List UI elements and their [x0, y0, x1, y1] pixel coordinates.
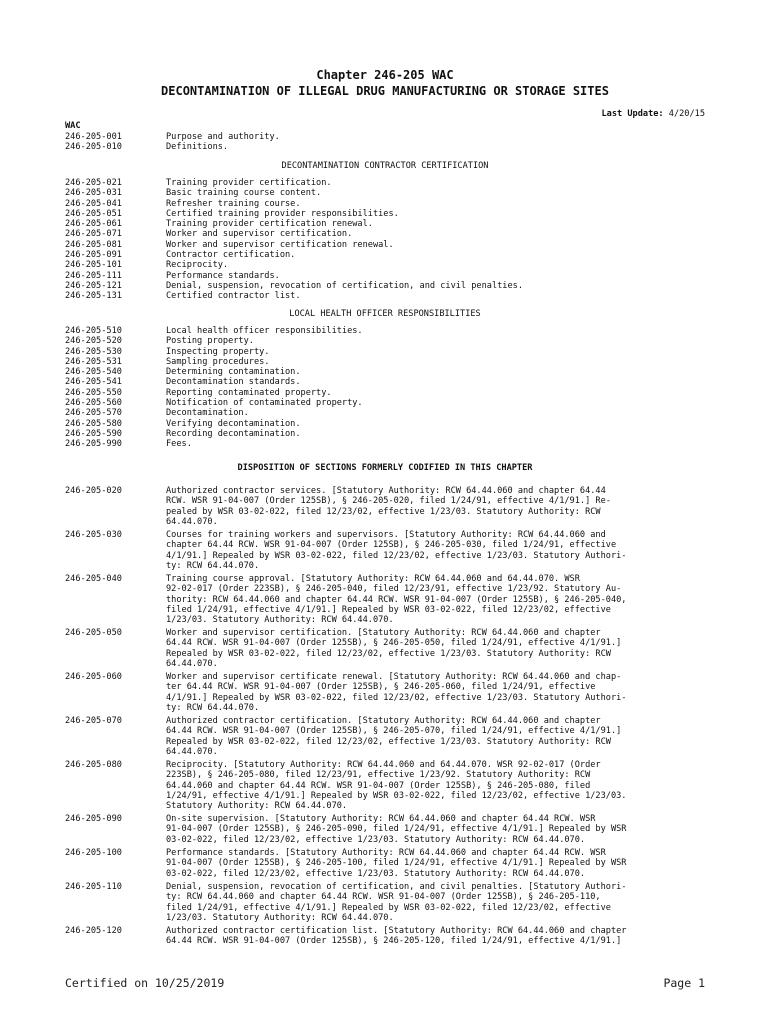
section-caption: Inspecting property.: [166, 346, 270, 357]
disposition-section-number: 246-205-110: [65, 882, 122, 892]
section-number: 246-205-021: [65, 178, 122, 188]
toc-row: [65, 408, 705, 418]
disposition-text: [166, 848, 705, 879]
last-update: [602, 109, 706, 120]
disposition-entry: [65, 760, 705, 812]
disposition-line: Training course approval. [Statutory Authority: RCW 64.44.060 and 64.44.070. WSR: [166, 574, 580, 584]
disposition-text: [166, 716, 705, 757]
wac-column-label: WAC: [65, 121, 81, 131]
disposition-section-number: 246-205-070: [65, 716, 122, 726]
section-caption: Training provider certification.: [166, 178, 332, 188]
disposition-entry: [65, 672, 705, 713]
disposition-text: [166, 814, 705, 845]
toc-row: [65, 429, 705, 439]
toc-row: [65, 281, 705, 291]
disposition-line: Repealed by WSR 03-02-022, filed 12/23/02, effective 1/23/03. Statutory Authority: RCW: [166, 736, 611, 747]
disposition-line: Performance standards. [Statutory Authority: RCW 64.44.060 and chapter 64.44 RCW. WSR: [166, 848, 606, 858]
toc-row: [65, 291, 705, 301]
section-number: 246-205-570: [65, 408, 122, 419]
disposition-line: 03-02-022, filed 12/23/02, effective 1/23/03. Statutory Authority: RCW 64.44.070.: [166, 868, 586, 879]
disposition-line: filed 1/24/91, effective 4/1/91.] Repealed by WSR 03-02-022, filed 12/23/02, effective: [166, 902, 611, 913]
disposition-section-number: 246-205-090: [65, 814, 122, 824]
section-caption: Decontamination standards.: [166, 377, 301, 388]
disposition-line: ty: RCW 64.44.070.: [166, 703, 260, 714]
disposition-entry: [65, 486, 705, 527]
toc-row: [65, 260, 705, 270]
disposition-line: 91-04-007 (Order 125SB), § 246-205-100, filed 1/24/91, effective 4/1/91.] Repealed by WSR: [166, 858, 627, 869]
section-caption: Basic training course content.: [166, 188, 322, 199]
disposition-text: [166, 486, 705, 527]
disposition-text: [166, 628, 705, 669]
section-number: 246-205-530: [65, 346, 122, 357]
disposition-line: ter 64.44 RCW. WSR 91-04-007 (Order 125SB), § 246-205-060, filed 1/24/91, effective: [166, 682, 596, 693]
disposition-text: [166, 882, 705, 923]
toc-row: [65, 357, 705, 367]
disposition-line: Authorized contractor certification list. [Statutory Authority: RCW 64.44.060 and chapter: [166, 926, 627, 936]
disposition-section-number: 246-205-050: [65, 628, 122, 638]
disposition-line: RCW. WSR 91-04-007 (Order 125SB), § 246-205-020, filed 1/24/91, effective 4/1/91.] Re-: [166, 496, 611, 507]
disposition-line: Courses for training workers and supervisors. [Statutory Authority: RCW 64.44.060 and: [166, 530, 606, 540]
section-number: 246-205-540: [65, 367, 122, 378]
section-caption: Reporting contaminated property.: [166, 387, 332, 398]
disposition-line: thority: RCW 64.44.060 and chapter 64.44 RCW. WSR 91-04-007 (Order 125SB), § 246-205-040,: [166, 594, 627, 605]
section-number: 246-205-550: [65, 387, 122, 398]
section-number: 246-205-051: [65, 208, 122, 219]
disposition-line: Worker and supervisor certification. [Statutory Authority: RCW 64.44.060 and chapter: [166, 628, 601, 638]
disposition-entry: [65, 716, 705, 757]
toc-row: [65, 398, 705, 408]
section-caption: Notification of contaminated property.: [166, 398, 363, 409]
toc-row: [65, 209, 705, 219]
toc-row: [65, 367, 705, 377]
disposition-line: 92-02-017 (Order 223SB), § 246-205-040, filed 12/23/91, effective 1/23/92. Statutory Au-: [166, 584, 622, 595]
disposition-line: 03-02-022, filed 12/23/02, effective 1/23/03. Statutory Authority: RCW 64.44.070.: [166, 834, 586, 845]
disposition-section-number: 246-205-040: [65, 574, 122, 584]
disposition-text: [166, 574, 705, 626]
section-caption: Contractor certification.: [166, 250, 296, 261]
section-number: 246-205-081: [65, 239, 122, 250]
disposition-line: filed 1/24/91, effective 4/1/91.] Repealed by WSR 03-02-022, filed 12/23/02, effective: [166, 605, 611, 616]
disposition-section-number: 246-205-020: [65, 486, 122, 496]
section-caption: Training provider certification renewal.: [166, 219, 373, 230]
toc-row: [65, 240, 705, 250]
toc-group-heading: DECONTAMINATION CONTRACTOR CERTIFICATION: [281, 161, 489, 171]
section-number: 246-205-510: [65, 326, 122, 336]
section-number: 246-205-590: [65, 428, 122, 439]
disposition-line: 64.44 RCW. WSR 91-04-007 (Order 125SB), § 246-205-070, filed 1/24/91, effective 4/1/91.]: [166, 726, 622, 737]
disposition-line: 1/24/91, effective 4/1/91.] Repealed by WSR 03-02-022, filed 12/23/02, effective 1/23/03.: [166, 791, 627, 802]
disposition-entry: [65, 628, 705, 669]
section-number: 246-205-010: [65, 142, 122, 153]
disposition-section-number: 246-205-080: [65, 760, 122, 770]
section-number: 246-205-560: [65, 398, 122, 409]
disposition-line: Reciprocity. [Statutory Authority: RCW 64.44.060 and 64.44.070. WSR 92-02-017 (Order: [166, 760, 601, 770]
section-number: 246-205-531: [65, 356, 122, 367]
disposition-line: 64.44.070.: [166, 747, 218, 758]
disposition-line: 4/1/91.] Repealed by WSR 03-02-022, filed 12/23/02, effective 1/23/03. Statutory Authori-: [166, 692, 627, 703]
toc-row: [65, 250, 705, 260]
section-number: 246-205-520: [65, 336, 122, 347]
disposition-line: Denial, suspension, revocation of certification, and civil penalties. [Statutory Authori-: [166, 882, 627, 892]
toc-row: [65, 178, 705, 188]
disposition-entry: [65, 814, 705, 845]
toc-group: [65, 178, 705, 302]
toc-row: [65, 199, 705, 209]
toc-row: [65, 336, 705, 346]
page-number: Page 1: [663, 976, 705, 990]
disposition-line: 4/1/91.] Repealed by WSR 03-02-022, filed 12/23/02, effective 1/23/03. Statutory Authori-: [166, 550, 627, 561]
disposition-line: 64.44 RCW. WSR 91-04-007 (Order 125SB), § 246-205-050, filed 1/24/91, effective 4/1/91.]: [166, 638, 622, 649]
section-number: 246-205-091: [65, 250, 122, 261]
section-number: 246-205-101: [65, 260, 122, 271]
disposition-line: pealed by WSR 03-02-022, filed 12/23/02, effective 1/23/03. Statutory Authority: RCW: [166, 506, 601, 517]
disposition-line: Worker and supervisor certificate renewal. [Statutory Authority: RCW 64.44.060 and chap-: [166, 672, 622, 682]
section-caption: Posting property.: [166, 336, 254, 347]
disposition-line: 223SB), § 246-205-080, filed 12/23/91, effective 1/23/92. Statutory Authority: RCW: [166, 770, 591, 781]
toc-row: [65, 439, 705, 449]
section-caption: Determining contamination.: [166, 367, 301, 378]
section-number: 246-205-061: [65, 219, 122, 230]
disposition-section-number: 246-205-030: [65, 530, 122, 540]
last-update-label: Last Update:: [601, 109, 664, 119]
certified-date: Certified on 10/25/2019: [65, 976, 225, 990]
disposition-section-number: 246-205-120: [65, 926, 122, 936]
disposition-line: 64.44.070.: [166, 659, 218, 670]
disposition-entry: [65, 848, 705, 879]
section-caption: Certified training provider responsibilities.: [166, 208, 399, 219]
toc-group-heading: LOCAL HEALTH OFFICER RESPONSIBILITIES: [289, 309, 481, 319]
disposition-line: Authorized contractor services. [Statutory Authority: RCW 64.44.060 and chapter 64.44: [166, 486, 606, 496]
section-number: 246-205-001: [65, 132, 122, 142]
disposition-text: [166, 672, 705, 713]
disposition-line: 64.44.070.: [166, 517, 218, 528]
disposition-heading: DISPOSITION OF SECTIONS FORMERLY CODIFIED IN THIS CHAPTER: [237, 463, 533, 473]
section-caption: Purpose and authority.: [166, 132, 280, 142]
disposition-line: Authorized contractor certification. [Statutory Authority: RCW 64.44.060 and chapter: [166, 716, 601, 726]
toc-group: [65, 326, 705, 450]
toc-row: [65, 188, 705, 198]
section-caption: Certified contractor list.: [166, 291, 301, 302]
disposition-text: [166, 530, 705, 571]
toc-row: [65, 229, 705, 239]
disposition-entry: [65, 882, 705, 923]
section-number: 246-205-031: [65, 188, 122, 199]
toc-row: [65, 326, 705, 336]
toc-row: [65, 377, 705, 387]
disposition-entry: [65, 926, 705, 947]
disposition-line: 1/23/03. Statutory Authority: RCW 64.44.070.: [166, 913, 394, 924]
section-caption: Worker and supervisor certification renewal.: [166, 239, 394, 250]
disposition-line: chapter 64.44 RCW. WSR 91-04-007 (Order 125SB), § 246-205-030, filed 1/24/91, effective: [166, 540, 617, 551]
section-number: 246-205-580: [65, 418, 122, 429]
disposition-line: Repealed by WSR 03-02-022, filed 12/23/02, effective 1/23/03. Statutory Authority: RCW: [166, 648, 611, 659]
disposition-line: 64.44.060 and chapter 64.44 RCW. WSR 91-04-007 (Order 125SB), § 246-205-080, filed: [166, 780, 591, 791]
section-caption: Sampling procedures.: [166, 356, 270, 367]
chapter-subtitle: DECONTAMINATION OF ILLEGAL DRUG MANUFACTURING OR STORAGE SITES: [161, 84, 609, 98]
disposition-line: 1/23/03. Statutory Authority: RCW 64.44.070.: [166, 615, 394, 626]
disposition-text: [166, 760, 705, 812]
section-caption: Fees.: [166, 439, 192, 450]
section-caption: Worker and supervisor certification.: [166, 229, 353, 240]
disposition-section-number: 246-205-100: [65, 848, 122, 858]
disposition-line: 64.44 RCW. WSR 91-04-007 (Order 125SB), § 246-205-120, filed 1/24/91, effective 4/1/91.]: [166, 936, 622, 947]
section-caption: Verifying decontamination.: [166, 418, 301, 429]
toc-row: [65, 347, 705, 357]
section-caption: Recording decontamination.: [166, 428, 301, 439]
toc-row: [65, 271, 705, 281]
toc-row: [65, 219, 705, 229]
disposition-line: ty: RCW 64.44.070.: [166, 561, 260, 572]
section-caption: Performance standards.: [166, 270, 280, 281]
last-update-value: 4/20/15: [668, 109, 705, 119]
section-caption: Definitions.: [166, 142, 229, 153]
section-caption: Denial, suspension, revocation of certification, and civil penalties.: [166, 280, 523, 291]
section-number: 246-205-131: [65, 291, 122, 302]
section-caption: Decontamination.: [166, 408, 249, 419]
toc-row: [65, 132, 705, 142]
section-caption: Local health officer responsibilities.: [166, 326, 363, 336]
section-number: 246-205-111: [65, 270, 122, 281]
section-number: 246-205-041: [65, 198, 122, 209]
disposition-entry: [65, 530, 705, 571]
toc-row: [65, 419, 705, 429]
disposition-section-number: 246-205-060: [65, 672, 122, 682]
section-number: 246-205-121: [65, 280, 122, 291]
toc-row: [65, 388, 705, 398]
disposition-line: ty: RCW 64.44.060 and chapter 64.44 RCW. WSR 91-04-007 (Order 125SB), § 246-205-110,: [166, 892, 601, 903]
chapter-title: Chapter 246-205 WAC: [316, 68, 454, 82]
section-caption: Reciprocity.: [166, 260, 229, 271]
disposition-line: Statutory Authority: RCW 64.44.070.: [166, 801, 348, 812]
toc-group: [65, 132, 705, 153]
section-number: 246-205-071: [65, 229, 122, 240]
section-number: 246-205-541: [65, 377, 122, 388]
disposition-text: [166, 926, 705, 947]
disposition-entry: [65, 574, 705, 626]
disposition-line: 91-04-007 (Order 125SB), § 246-205-090, filed 1/24/91, effective 4/1/91.] Repealed by WSR: [166, 824, 627, 835]
disposition-line: On-site supervision. [Statutory Authority: RCW 64.44.060 and chapter 64.44 RCW. WSR: [166, 814, 596, 824]
toc-row: [65, 142, 705, 152]
section-caption: Refresher training course.: [166, 198, 301, 209]
section-number: 246-205-990: [65, 439, 122, 450]
